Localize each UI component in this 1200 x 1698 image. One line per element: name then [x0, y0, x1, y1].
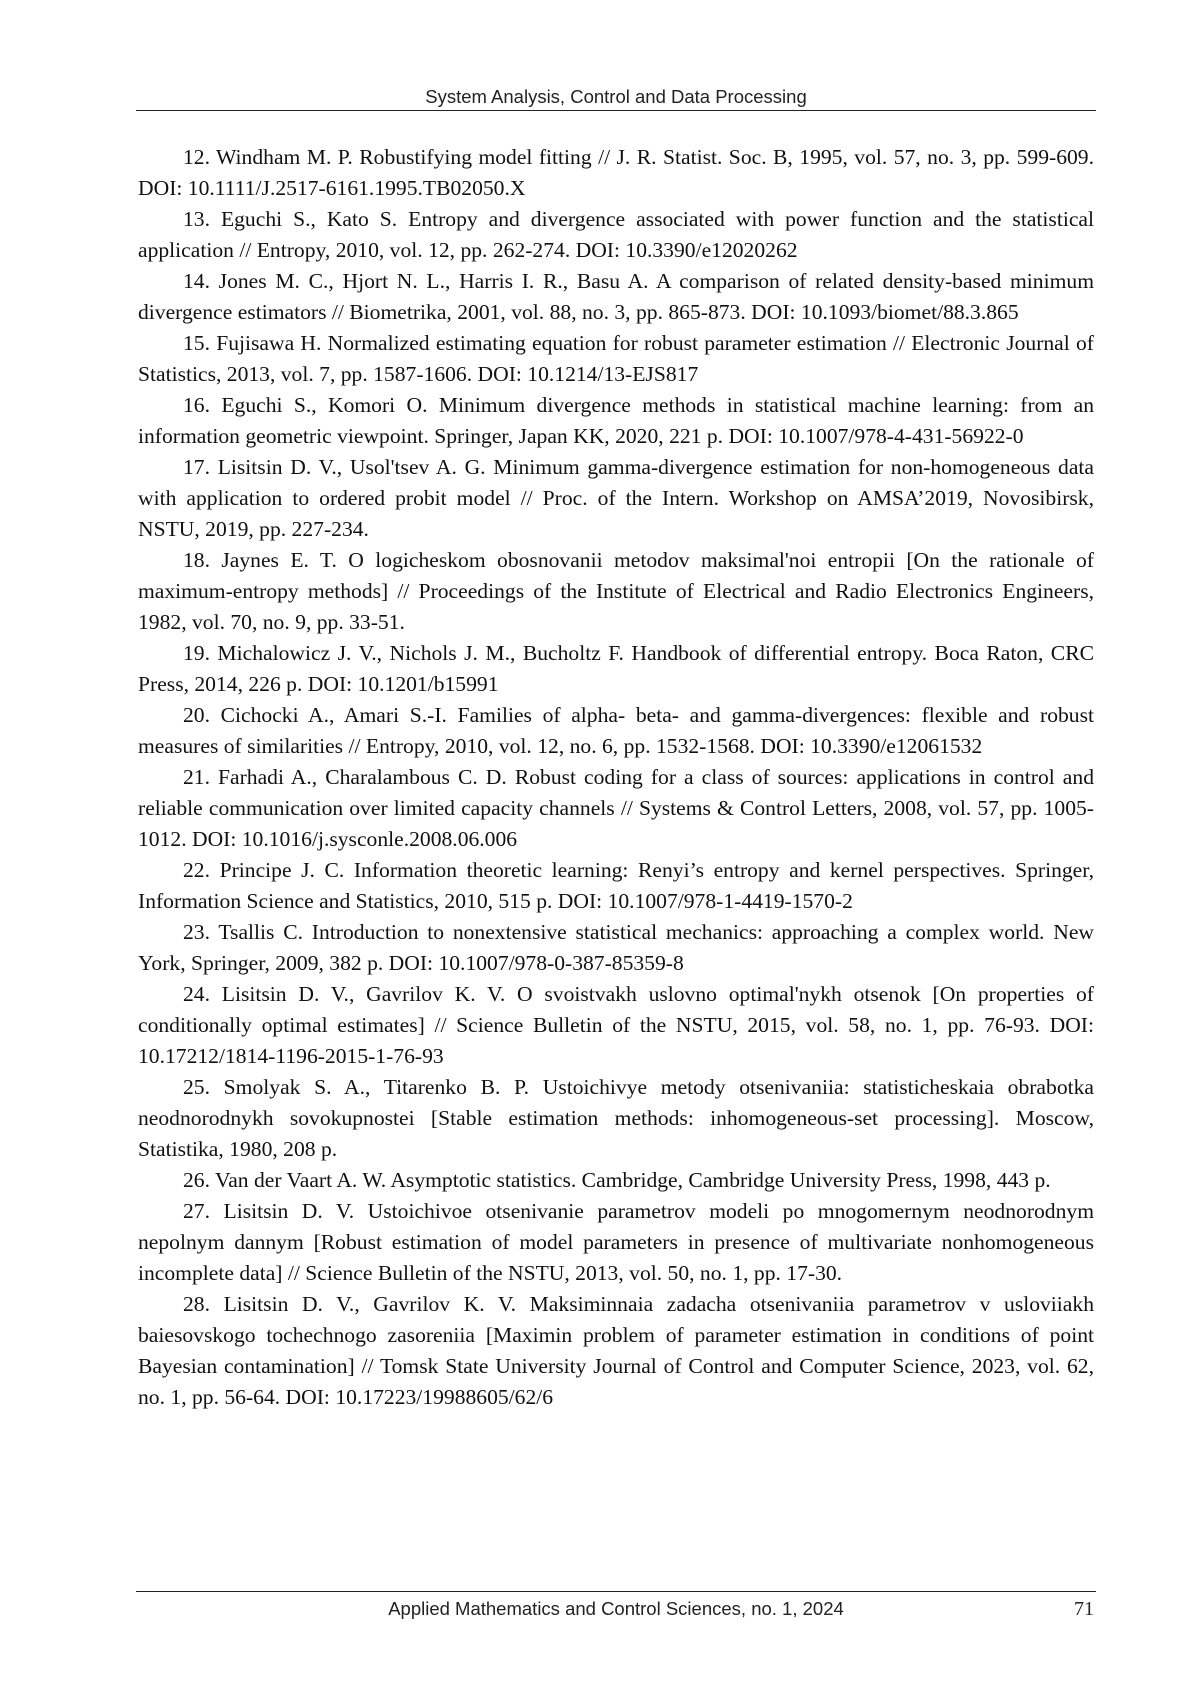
reference-item-27: 27. Lisitsin D. V. Ustoichivoe otsenivanie parametrov modeli po mnogomernym neodnorodnym nepolnym dannym [Robust estimation of model parameters in presence of multivariate nonhomogeneous incomplete data] // Science Bulletin of the NSTU, 2013, vol. 50, no. 1, pp. 17-30.	[138, 1199, 1094, 1285]
page-number: 71	[1074, 1598, 1094, 1620]
reference-item-15: 15. Fujisawa H. Normalized estimating equation for robust parameter estimation // Electronic Journal of Statistics, 2013, vol. 7, pp. 1587-1606. DOI: 10.1214/13-EJS817	[138, 331, 1094, 386]
reference-item-26: 26. Van der Vaart A. W. Asymptotic statistics. Cambridge, Cambridge University Press, 1998, 443 p.	[183, 1168, 1051, 1192]
reference-item-19: 19. Michalowicz J. V., Nichols J. M., Bucholtz F. Handbook of differential entropy. Boca Raton, CRC Press, 2014, 226 p. DOI: 10.1201/b15991	[138, 641, 1094, 696]
reference-item-21: 21. Farhadi A., Charalambous C. D. Robust coding for a class of sources: applications in control and reliable communication over limited capacity channels // Systems & Control Letters, 2008, vol. 57, pp. 1005-1012. DOI: 10.1016/j.sysconle.2008.06.006	[138, 765, 1094, 851]
footer-journal-title: Applied Mathematics and Control Sciences, no. 1, 2024	[388, 1598, 844, 1619]
reference-item-12: 12. Windham M. P. Robustifying model fitting // J. R. Statist. Soc. B, 1995, vol. 57, no. 3, pp. 599-609. DOI: 10.1111/J.2517-6161.1995.TB02050.X	[138, 145, 1094, 200]
reference-item-17: 17. Lisitsin D. V., Usol'tsev A. G. Minimum gamma-divergence estimation for non-homogeneous data with application to ordered probit model // Proc. of the Intern. Workshop on AMSA’2019, Novosibirsk, NSTU, 2019, pp. 227-234.	[138, 455, 1094, 541]
reference-item-20: 20. Cichocki A., Amari S.-I. Families of alpha- beta- and gamma-divergences: flexible and robust measures of similarities // Entropy, 2010, vol. 12, no. 6, pp. 1532-1568. DOI: 10.3390/e12061532	[138, 703, 1094, 758]
reference-item-28: 28. Lisitsin D. V., Gavrilov K. V. Maksiminnaia zadacha otsenivaniia parametrov v usloviiakh baiesovskogo tochechnogo zasoreniia [Maximin problem of parameter estimation in conditions of point Bayesian contamination] // Tomsk State University Journal of Control and Computer Science, 2023, vol. 62, no. 1, pp. 56-64. DOI: 10.17223/19988605/62/6	[138, 1292, 1094, 1409]
reference-item-16: 16. Eguchi S., Komori O. Minimum divergence methods in statistical machine learning: from an information geometric viewpoint. Springer, Japan KK, 2020, 221 p. DOI: 10.1007/978-4-431-56922-0	[138, 393, 1094, 448]
reference-item-14: 14. Jones M. C., Hjort N. L., Harris I. R., Basu A. A comparison of related density-based minimum divergence estimators // Biometrika, 2001, vol. 88, no. 3, pp. 865-873. DOI: 10.1093/biomet/88.3.865	[138, 269, 1094, 324]
reference-item-13: 13. Eguchi S., Kato S. Entropy and divergence associated with power function and the statistical application // Entropy, 2010, vol. 12, pp. 262-274. DOI: 10.3390/e12020262	[138, 207, 1094, 262]
footer-rule	[136, 1591, 1096, 1592]
reference-item-22: 22. Principe J. C. Information theoretic learning: Renyi’s entropy and kernel perspectives. Springer, Information Science and Statistics, 2010, 515 p. DOI: 10.1007/978-1-4419-1570-2	[138, 858, 1094, 913]
running-header-title: System Analysis, Control and Data Processing	[425, 86, 807, 107]
reference-list	[138, 142, 1094, 1413]
reference-item-23: 23. Tsallis C. Introduction to nonextensive statistical mechanics: approaching a complex world. New York, Springer, 2009, 382 p. DOI: 10.1007/978-0-387-85359-8	[138, 920, 1094, 975]
reference-item-18: 18. Jaynes E. T. O logicheskom obosnovanii metodov maksimal'noi entropii [On the rationale of maximum-entropy methods] // Proceedings of the Institute of Electrical and Radio Electronics Engineers, 1982, vol. 70, no. 9, pp. 33-51.	[138, 548, 1094, 634]
reference-item-25: 25. Smolyak S. A., Titarenko B. P. Ustoichivye metody otsenivaniia: statisticheskaia obrabotka neodnorodnykh sovokupnostei [Stable estimation methods: inhomogeneous-set processing]. Moscow, Statistika, 1980, 208 p.	[138, 1075, 1094, 1161]
reference-item-24: 24. Lisitsin D. V., Gavrilov K. V. O svoistvakh uslovno optimal'nykh otsenok [On properties of conditionally optimal estimates] // Science Bulletin of the NSTU, 2015, vol. 58, no. 1, pp. 76-93. DOI: 10.17212/1814-1196-2015-1-76-93	[138, 982, 1094, 1068]
header-rule	[136, 110, 1096, 111]
